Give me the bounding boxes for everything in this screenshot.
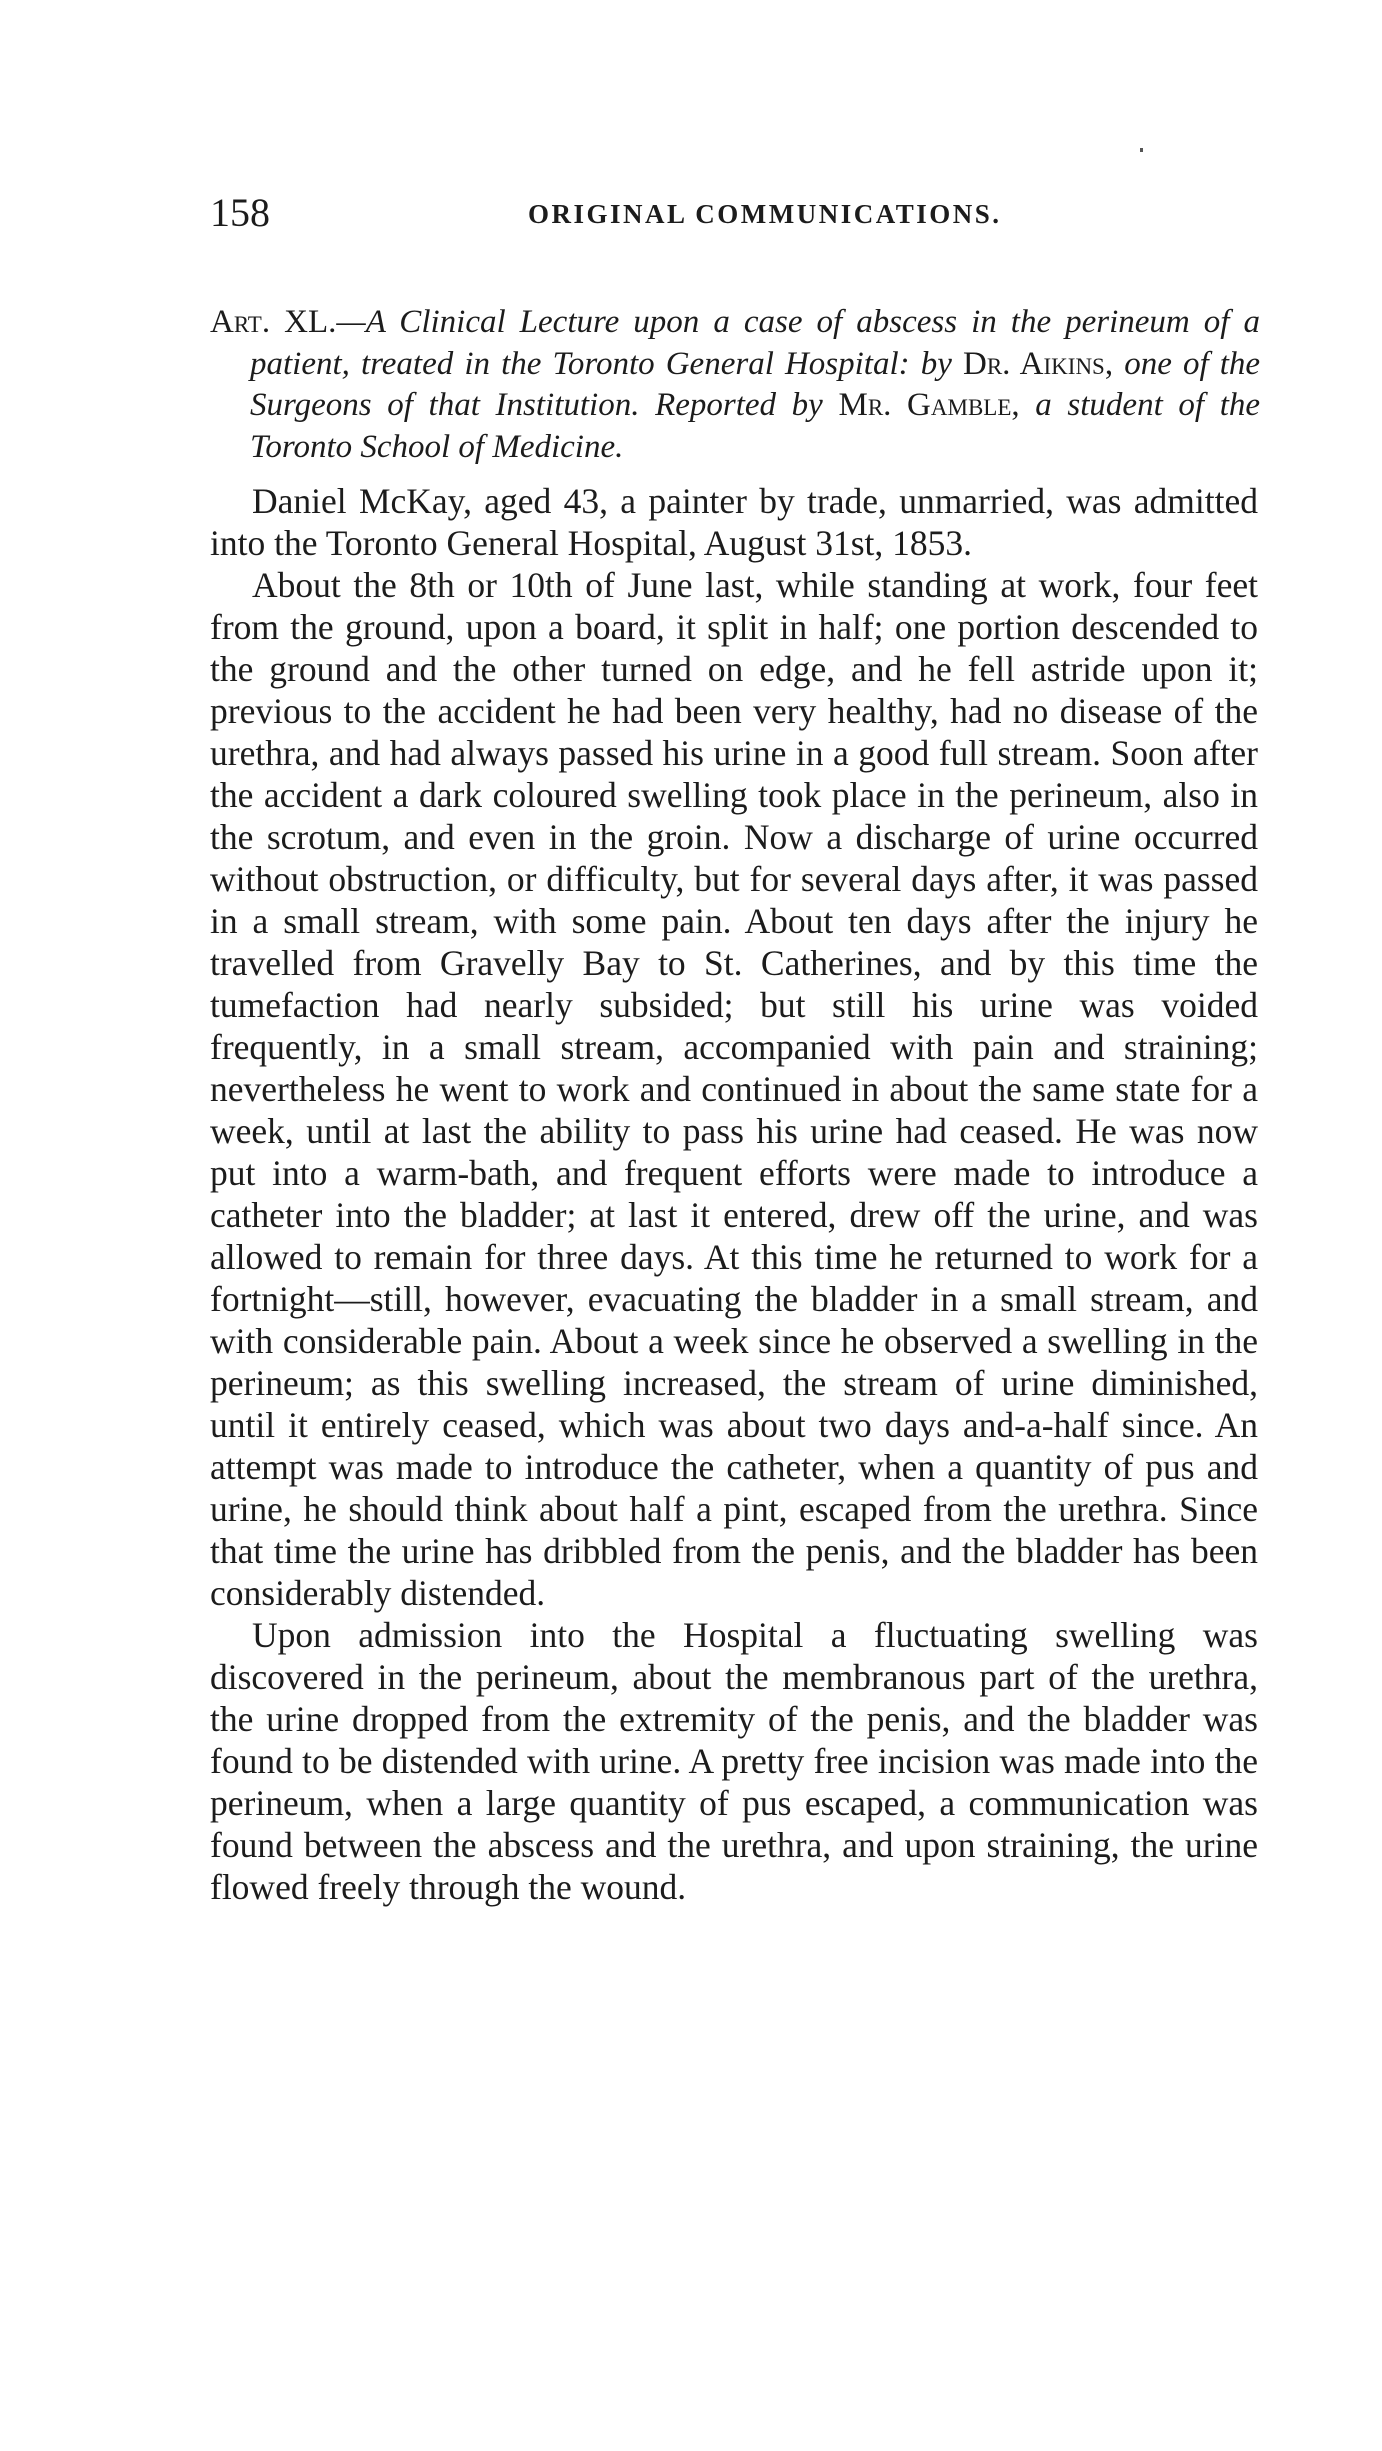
article-heading <box>210 302 1260 468</box>
article-title-part3: a student of the Toronto School of Medicine. <box>250 387 1261 465</box>
reporter-name: Mr. Gamble, <box>838 387 1020 423</box>
paragraph-history: About the 8th or 10th of June last, while standing at work, four feet from the ground, upon a board, it split in half; one portion descended to the ground and the other turned on edge, and he fell astride upon it; previous to the accident he had been very healthy, had no disease of the urethra, and had always passed his urine in a good full stream. Soon after the accident a dark coloured swelling took place in the perineum, also in the scrotum, and even in the groin. Now a discharge of urine occurred without obstruction, or difficulty, but for several days after, it was passed in a small stream, with some pain. About ten days after the injury he travelled from Gravelly Bay to St. Catherines, and by this time the tumefaction had nearly subsided; but still his urine was voided frequently, in a small stream, accompanied with pain and straining; nevertheless he went to work and continued in about the same state for a week, until at last the ability to pass his urine had ceased. He was now put into a warm-bath, and frequent efforts were made to introduce a catheter into the bladder; at last it entered, drew off the urine, and was allowed to remain for three days. At this time he returned to work for a fortnight—still, however, evacuating the bladder in a small stream, and with considerable pain. About a week since he observed a swelling in the perineum; as this swelling increased, the stream of urine diminished, until it entirely ceased, which was about two days and-a-half since. An attempt was made to introduce the catheter, when a quantity of pus and urine, he should think about half a pint, escaped from the urethra. Since that time the urine has dribbled from the penis, and the bladder has been considerably distended. <box>210 565 1258 1613</box>
article-body <box>210 480 1258 1908</box>
running-head: ORIGINAL COMMUNICATIONS. <box>528 199 1002 229</box>
page-number: 158 <box>210 190 270 235</box>
article-title-part2: one of the Surgeons of that Institution. Reported by <box>250 345 1261 423</box>
article-label: Art. XL. <box>210 304 337 340</box>
paragraph-treatment: Upon admission into the Hospital a fluctuating swelling was discovered in the perineum, about the membranous part of the urethra, the urine dropped from the extremity of the penis, and the bladder was found to be distended with urine. A pretty free incision was made into the perineum, when a large quantity of pus escaped, a communication was found between the abscess and the urethra, and upon straining, the urine flowed freely through the wound. <box>210 1615 1258 1907</box>
article-title-part1: —A Clinical Lecture upon a case of abscess in the perineum of a patient, treated in the Toronto General Hospital: by <box>250 304 1260 382</box>
paragraph-admission: Daniel McKay, aged 43, a painter by trade, unmarried, was admitted into the Toronto General Hospital, August 31st, 1853. <box>210 481 1258 563</box>
lecturer-name: Dr. Aikins, <box>962 345 1114 382</box>
page-header <box>210 188 1245 238</box>
print-speck <box>1140 148 1143 152</box>
